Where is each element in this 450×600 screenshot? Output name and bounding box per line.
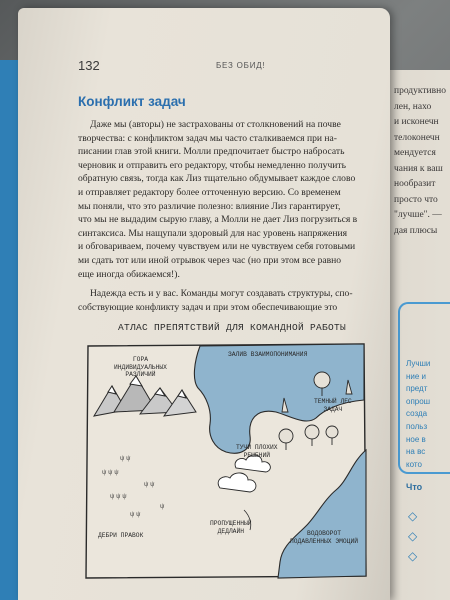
facing-page-callout-line: опрош [406,396,431,406]
body-text-line: Надежда есть и у вас. Команды могут создавать структуры, спо- [90,288,353,300]
facing-page-callout-line: кото [406,459,422,469]
body-text-line: что мы не выдадим сырую главу, а Молли не дает Лиз погрузиться в [78,214,358,226]
facing-page-line: нообразит [394,179,436,189]
clouds-label [236,444,278,459]
body-text-line: и отправляет редактору более отточенную версию. Со временем [78,186,341,198]
body-text-line: и обговариваем, почему чувствуем или не чувствуем себя готовыми [78,241,356,253]
map-label-line: ПОДАВЛЕННЫХ ЭМОЦИЙ [290,537,359,545]
deadline-label [210,520,252,535]
diamond-bullet-icon: ◇ [408,509,418,523]
bay-label: ЗАЛИВ ВЗАИМОПОНИМАНИЯ [228,351,308,358]
facing-page-callout-line: предт [406,384,428,394]
diamond-bullet-icon: ◇ [408,529,418,543]
facing-page-callout-line: ное в [406,434,426,444]
whirlpool-label [290,530,358,545]
map-label-line: ДЕДЛАЙН [217,527,245,535]
facing-page-line: мендуется [394,148,436,158]
map-label-line: ТУЧИ ПЛОХИХ [236,444,278,451]
page-number: 132 [78,58,100,73]
facing-page-callout-line: ние и [406,371,427,381]
facing-page-text [394,84,450,239]
body-text-line: обратную связь, тогда как Лиз тщательно обдумывает каждое слово [78,173,356,185]
facing-page-line: лен, нахо [394,101,432,112]
map-label-line: ИНДИВИДУАЛЬНЫХ [114,363,167,371]
map-label-line: РАЗЛИЧИЙ [125,371,156,378]
map-label-line: РЕШЕНИЙ [243,451,271,459]
body-text-line: ми сдать тот или иной отрывок через час (но при этом все равно [78,254,342,266]
facing-page-line: просто что [394,194,438,205]
facing-page-line: чания к ваш [394,163,443,174]
running-head: БЕЗ ОБИД! [216,61,266,70]
facing-page-line: и исконечн [394,117,439,127]
body-text-line: мы поняли, что это различие полезно: влияние Лиз гарантирует, [78,200,341,212]
body-text-line: еще иногда обижаемся!). [78,268,180,280]
map-label-line: ПРОПУЩЕННЫЙ [210,520,252,527]
facing-page-heading: Что [406,482,423,492]
body-text [78,118,378,314]
prairie-label: ДЕБРИ ПРАВОК [98,532,144,539]
body-text-line: собствующие конфликту задач и при этом обеспечивающие это [78,301,338,313]
body-text-line: писании глав этой книги. Молли предпочитает быстро набросать [78,146,345,158]
body-text-line: черновик и отправить его редактору, чтобы немедленно получить [78,159,346,171]
facing-page-callout-line: на вс [406,447,426,457]
map-title: АТЛАС ПРЕПЯТСТВИЙ ДЛЯ КОМАНДНОЙ РАБОТЫ [118,322,347,333]
map-label-line: ВОДОВОРОТ [307,530,342,537]
facing-page-callout-line: польз [406,421,428,431]
facing-page-line: телоконечн [394,132,440,143]
facing-page-line: "лучше". — [394,210,442,220]
map-label-line: ГОРА [132,356,149,363]
facing-page-callout-text [406,358,450,471]
map-label-line: ТЕМНЫЙ ЛЕС [314,398,352,405]
mountains-label [114,356,167,379]
svg-text:ψ ψ: ψ ψ [144,480,155,488]
facing-page-line: продуктивно [394,86,446,96]
facing-page-callout-line: Лучши [406,359,431,368]
obstacle-map [80,340,372,580]
body-text-line: Даже мы (авторы) не застрахованы от столкновений на почве [90,119,341,130]
diamond-bullet-icon: ◇ [408,549,418,563]
svg-text:ψ ψ: ψ ψ [120,454,131,462]
facing-page-callout-line: созда [406,409,428,419]
body-text-line: синтаксиса. Мы нащупали здоровый для нас уровень напряжения [78,227,348,239]
svg-text:ψ: ψ [160,502,165,510]
body-text-line: творчества: с конфликтом задач мы часто сталкиваемся при на- [78,132,338,144]
svg-text:ψ ψ: ψ ψ [130,510,141,518]
svg-text:ψ ψ ψ: ψ ψ ψ [102,468,119,476]
svg-text:ψ ψ ψ: ψ ψ ψ [110,492,127,500]
section-title: Конфликт задач [78,94,186,109]
forest-label [314,398,352,413]
facing-page-line: дая плюсы [394,225,438,236]
facing-page-bullets [408,506,417,566]
map-label-line: ЗАДАЧ [323,405,343,413]
